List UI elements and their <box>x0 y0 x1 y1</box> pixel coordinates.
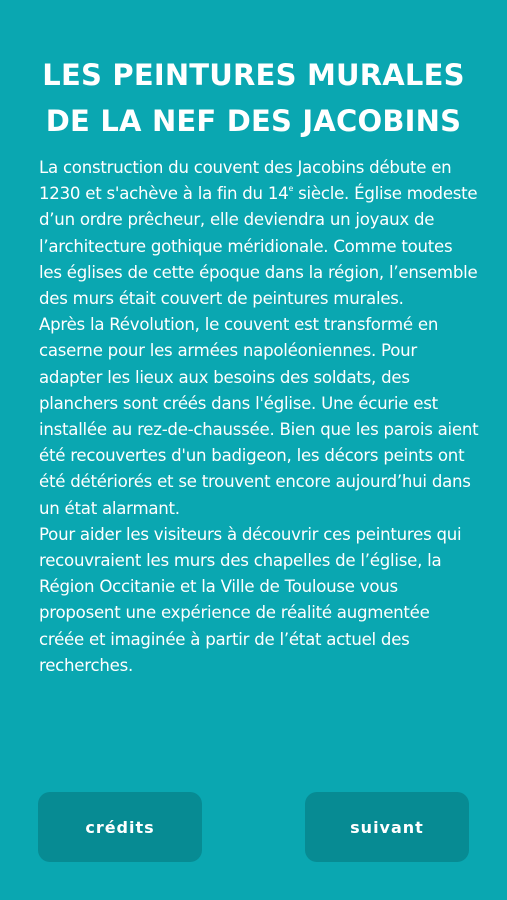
title-line-2: DE LA NEF DES JACOBINS <box>45 104 462 138</box>
next-button[interactable]: suivant <box>305 792 469 862</box>
title-line-1: LES PEINTURES MURALES <box>42 58 465 92</box>
intro-text <box>39 155 479 679</box>
paragraph-revolution: Après la Révolution, le couvent est transformé en caserne pour les armées napoléoniennes. Pour adapter les lieux aux besoins des soldats, des planchers sont créés dans l'église. Une écurie est installée au rez-de-chaussée. Bien que les parois aient été recouvertes d'un badigeon, les décors peints ont été détériorés et se trouvent encore aujourd’hui dans un état alarmant. <box>39 315 479 518</box>
paragraph-augmented-reality: Pour aider les visiteurs à découvrir ces peintures qui recouvraient les murs des chapelles de l’église, la Région Occitanie et la Ville de Toulouse vous proposent une expérience de réalité augmentée créée et imaginée à partir de l’état actuel des recherches. <box>39 524 462 675</box>
century-superscript: e <box>288 184 294 194</box>
credits-button[interactable]: crédits <box>38 792 202 862</box>
page-title <box>0 52 507 144</box>
paragraph-history <box>39 155 479 312</box>
paragraph-history-end: siècle. Église modeste d’un ordre prêcheur, elle deviendra un joyaux de l’architecture gothique méridionale. Comme toutes les églises de cette époque dans la région, l’ensemble des murs était couvert de peintures murales. <box>39 184 478 309</box>
paragraph-history-start: La construction du couvent des Jacobins débute en 1230 et s'achève à la fin du 14 <box>39 158 452 204</box>
